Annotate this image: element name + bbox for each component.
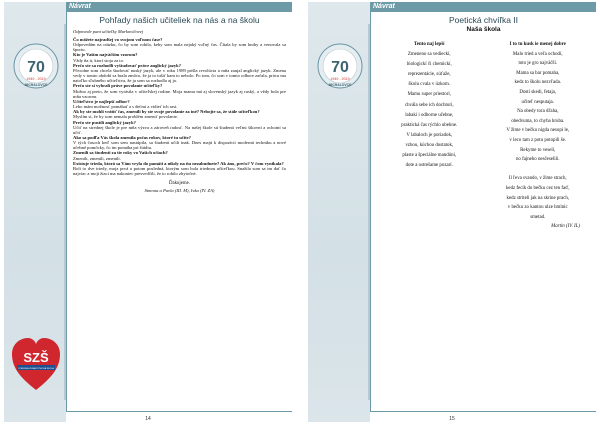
poem-author: Martin (IV. IL) [551,224,580,230]
poem-line: školu cvala v úzkom. [408,82,451,88]
poem-line: dote a ostrešame pozarí. [405,163,453,169]
poem-line: reprezentácie, súťaže, [407,72,451,78]
brand-subtext: STREDNÁ ZDRAVOTNÍCKA ŠKOLA [18,367,54,370]
poem-line: biologickí či chemickí, [406,62,452,68]
poem-line [484,165,593,175]
poem-line: vzhou, kúchou dostatok, [405,142,454,148]
content-area [66,12,292,412]
answer: Lebo mám možnosť pomáhať a s deťmi a vidieť ich rast. [73,104,178,110]
answer: Boli to dve triedy, moja prvá a potom posledná, ktorým som bola triednou učiteľkou. Snažila som sa im dať čo najviac a moji žiaci ma nakoniec presvedčili, že to robilo zbytočné. [73,165,286,177]
question: Prečo ste pustili anglický jazyk? [73,119,136,125]
answer: Zmenili, zmenili, zmenili. [73,155,121,161]
question: Kto je Vaším najväčším vzorom? [73,52,138,58]
article-subtitle: Odpovede pani učiteľky Markovičovej [73,29,144,34]
article-title: Pohľady našich učiteliek na nás a na školu [99,15,260,25]
poem-line: praktická čas rýchlo ubehne. [401,122,458,128]
page-number: 14 [145,416,151,422]
poem-line: kedz striteli jak na skrine prach, [506,195,569,201]
question: Zmenili sa študenti za tie roky vo Vašich očiach? [73,150,168,156]
question: Ako sa podľa Vás škola zmenila počas rokov, ktoré tu učíte? [73,134,191,140]
poem-line: Zmeneno sa vedieckí, [407,52,451,58]
poem-line: no fajneho nesčeselili. [515,157,560,163]
logo-number: 70 [27,59,45,76]
question: Ak by ste mohli vrátiť čas, zmenili by ste svoje povolanie za iné? Nebojte sa, že stále učiteľkou? [73,109,260,115]
poem-title: Naša škola [466,26,501,33]
poem-line: smetad. [530,214,546,220]
page-number: 15 [449,416,455,422]
poem-line: V žime v bečku nigda nesopi le, [506,128,570,134]
poem-section-title: Poetická chvíľka II [448,15,519,25]
poem-line: toto je gro najväčší. [518,61,558,67]
answer: Učiť na strednej škole je pre mňa výzva a zároveň radosť. Na našej škole sú študenti veľmi šikovní a ochotní sa učiť. [73,124,286,135]
logo-city: MICHALOVCE [328,83,352,87]
page-right [308,2,596,422]
poem-line: Rekyme to veselí, [520,147,556,153]
section-tab: Návrat [370,2,596,12]
logo-number: 70 [331,59,349,76]
poem-line: plaste a špeciálne mandúni, [402,153,457,159]
content-area [370,12,596,412]
logo-years: 1949 - 2019 [26,77,46,81]
poem-line: kedz fecík do bečku cez ten faď, [505,185,570,191]
column-heading: Tento naj lepší [413,42,445,47]
szs-logo [10,332,62,394]
poem-line: Na obedy tora dľaha, [517,109,559,115]
poem-line: Il ľeva svando, v žime strach, [508,176,567,182]
poem-column-right [484,40,593,232]
answer: V tých časoch keď som sem nastúpila, sa študenti učili inak. Dnes majú k dispozícii modernú techniku a nové učebné pomôcky, čo im pomáha pri štúdiu. [73,140,286,151]
poem-line: V labaloch je poriadok, [406,132,453,138]
poem-line: Dosti skedi, fetaja, [519,89,557,95]
school-anniversary-logo [12,42,60,90]
poem-line: chvála sebe ich dochtori, [404,102,454,108]
poem-line: labaki i odborne učebne, [405,112,454,118]
poem-line: v leco tam z potu potopili še. [509,137,567,143]
poem-columns [371,40,596,232]
poem-line: učiteľ nesputaja. [521,99,554,105]
logo-years: 1949 - 2019 [330,77,350,81]
answer: Pôvodne som chcela študovať nuský jazyk, ale v roku 1989 prišla revolúcia a mňa zaujal anglický jazyk. Zmena vedy v tomto období sa brala zmôco, že ja to tušiť kam to nebolo. Po tom, čo som v tomto odbore začala, prácu ma natoľko sľubného učiteľstva, že ja som sa rozhodla aj ja. [73,67,286,84]
poem-line: Mamu super priestori, [407,92,451,98]
school-anniversary-logo [316,42,364,90]
section-tab: Návrat [66,2,292,12]
poem-line: Malo tried a veľa ochodí, [512,51,563,57]
poem-line: Mama sa bar pomaha, [516,70,560,76]
question: Učiteľstvo je najlepší odbor? [73,98,130,104]
signature: Simona a Pavla (III. M), Ivka (IV. ZA) [144,188,215,194]
logo-city: MICHALOVCE [24,83,48,87]
poem-line: obedvuma, to chyba hruba. [511,118,565,124]
column-heading: I to tu kusk ie menej dobre [509,42,566,47]
answer: Možno aj preto, že som vyrástla v učiteľskej rodine. Moja mama má aj slovenský jazyk aj ruský, a vždy bola pre mňa vzorom. [73,88,286,99]
page-left [4,2,292,422]
question: Čo môžete najradšej vo svojom voľnom čase? [73,37,163,42]
brand-text: SZŠ [23,350,49,365]
question: Existuje trieda, ktorá sa Vám vryla do pamäti a nikdy na ňu nezabudnete? Ak áno, prečo? V čom vynikala? [73,160,284,166]
poem-line: v bečku zo kantou ulze hmlnic [507,205,568,211]
poem-line: kedz to školu nezvľada. [514,80,562,86]
answer: Odpovedám na otázku, čo by som robila, keby som mala nejaký voľný čas. Čítala by som knihy a venovala sa športu. [73,42,286,53]
answer: Myslím si, že by som nemala problém zmeniť povolanie. [73,114,179,120]
thanks-text: Ďakujeme. [169,181,190,187]
interview [67,37,292,176]
question: Prečo ste si vybrali práve povolanie učiteľky? [73,83,163,89]
question: Prečo ste sa rozhodli vyštudovať práve anglický jazyk? [73,62,182,68]
poem-column-left [375,40,484,232]
answer: Vždy ňa ti, ktorí stoja za to. [73,57,125,63]
